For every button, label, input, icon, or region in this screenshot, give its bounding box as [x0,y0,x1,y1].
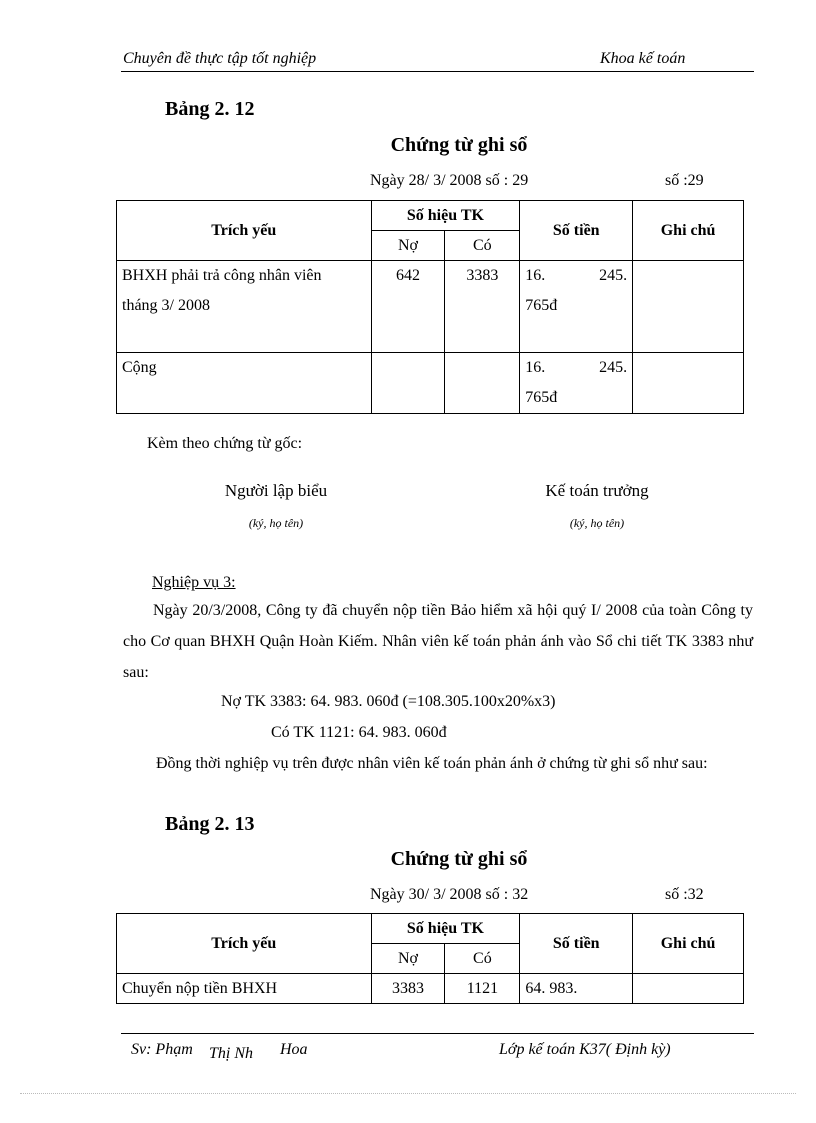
table1-header-co: Có [445,231,520,261]
table1-row2-trich-yeu: Cộng [117,353,372,414]
table1-label: Bảng 2. 12 [165,98,255,120]
table2-title: Chứng từ ghi sổ [390,848,528,870]
footer-right-text: Lớp kế toán K37( Định kỳ) [499,1041,671,1058]
table1-row1-line2: tháng 3/ 2008 [122,297,210,314]
table1-header-so-tien: Số tiền [520,201,633,261]
table1 [116,200,744,414]
table1-row2-amount [520,353,633,414]
table2-header-so-tien: Số tiền [520,914,633,974]
table1-row1-amount-a: 16. [525,267,546,284]
table2-row1-ghi-chu [633,974,744,1004]
table2-header-co: Có [445,944,520,974]
table2-row1-no: 3383 [371,974,445,1004]
table2-row1-co: 1121 [445,974,520,1004]
nghiep-vu-paragraph-1: Ngày 20/3/2008, Công ty đã chuyển nộp tiền Bảo hiểm xã hội quý I/ 2008 của toàn Công ty cho Cơ quan BHXH Quận Hoàn Kiếm. Nhân viên kế toán phản ánh vào Sổ chi tiết TK 3383 như sau: [123,602,753,681]
table2-row1-trich-yeu: Chuyển nộp tiền BHXH [117,974,372,1004]
table1-row1-line1: BHXH phải trả công nhân viên [122,267,322,284]
signature-right-sub: (ký, họ tên) [569,516,625,530]
table1-row1-amount-b: 245. [599,267,628,284]
table1-row2-no [371,353,445,414]
table2 [116,913,744,1004]
nghiep-vu-heading: Nghiệp vụ 3: [152,574,236,591]
table1-date-line: Ngày 28/ 3/ 2008 số : 29 [370,172,529,189]
journal-entry-credit: Có TK 1121: 64. 983. 060đ [271,724,447,741]
table1-header-no: Nợ [371,231,445,261]
table-row [117,261,744,353]
table1-header-ghi-chu: Ghi chú [633,201,744,261]
table1-row1-co: 3383 [445,261,520,353]
table2-date-line: Ngày 30/ 3/ 2008 số : 32 [370,886,529,903]
footer-left-text: Sv: Phạm [131,1041,193,1058]
footer-divider [121,1033,754,1034]
table1-header-trich-yeu: Trích yếu [117,201,372,261]
table2-header-so-hieu-tk: Số hiệu TK [371,914,520,944]
table2-label: Bảng 2. 13 [165,813,255,835]
table-row [117,353,744,414]
table1-row2-ghi-chu [633,353,744,414]
header-right-text: Khoa kế toán [600,50,686,67]
nghiep-vu-paragraph-2: Đồng thời nghiệp vụ trên được nhân viên kế toán phản ánh ở chứng từ ghi sổ như sau: [156,755,708,772]
table1-row2-amount-a: 16. [525,359,546,376]
page-bottom-border [20,1093,796,1094]
table1-row2-amount-b: 245. [599,359,628,376]
table1-row2-amount-c: 765đ [525,389,558,406]
journal-entry-debit: Nợ TK 3383: 64. 983. 060đ (=108.305.100x20%x3) [221,693,556,710]
table1-row1-trich-yeu [117,261,372,353]
signature-left-label: Người lập biểu [224,481,328,500]
table1-row1-amount [520,261,633,353]
header-left-text: Chuyên đề thực tập tốt nghiệp [123,50,317,67]
table1-header-so-hieu-tk: Số hiệu TK [371,201,520,231]
signature-right-label: Kế toán trưởng [545,481,649,500]
footer-name-end: Hoa [280,1041,308,1058]
table2-header-ghi-chu: Ghi chú [633,914,744,974]
table1-row1-no: 642 [371,261,445,353]
header-divider [121,71,754,72]
table2-header-no: Nợ [371,944,445,974]
table2-header-trich-yeu: Trích yếu [117,914,372,974]
table1-row2-co [445,353,520,414]
table1-row1-ghi-chu [633,261,744,353]
attachment-label: Kèm theo chứng từ gốc: [147,435,303,452]
footer-middle-text: Thị Nh [209,1045,254,1062]
signature-left-sub: (ký, họ tên) [248,516,304,530]
table-row [117,974,744,1004]
table2-row1-amount: 64. 983. [520,974,633,1004]
table1-title: Chứng từ ghi sổ [390,134,528,156]
table1-row1-amount-c: 765đ [525,297,558,314]
table1-so-label: số :29 [665,172,704,189]
table2-so-label: số :32 [665,886,704,903]
